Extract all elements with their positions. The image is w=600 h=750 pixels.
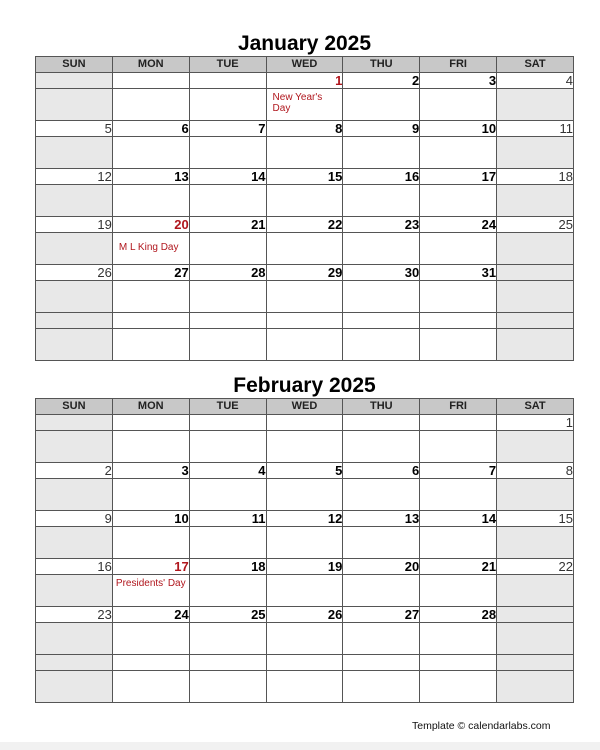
day-number: 21 xyxy=(189,217,266,233)
day-notes-cell xyxy=(112,623,189,655)
day-notes-cell xyxy=(420,233,497,265)
day-number: 24 xyxy=(112,607,189,623)
day-number: 25 xyxy=(189,607,266,623)
day-notes-cell xyxy=(343,281,420,313)
day-notes-cell xyxy=(112,89,189,121)
day-notes-cell xyxy=(36,137,113,169)
day-notes-cell xyxy=(36,527,113,559)
blank-row xyxy=(36,313,574,329)
day-number: 23 xyxy=(36,607,113,623)
day-number: 11 xyxy=(189,511,266,527)
day-notes-cell xyxy=(189,575,266,607)
calendar-january xyxy=(35,32,574,361)
day-notes-cell xyxy=(112,281,189,313)
blank-cell xyxy=(497,671,574,703)
week-notes-row xyxy=(36,233,574,265)
day-notes-cell xyxy=(343,233,420,265)
day-notes-cell xyxy=(266,527,343,559)
blank-cell xyxy=(36,671,113,703)
week-number-row xyxy=(36,511,574,527)
day-number: 16 xyxy=(36,559,113,575)
day-number: 19 xyxy=(36,217,113,233)
day-number: 20 xyxy=(343,559,420,575)
week-number-row xyxy=(36,73,574,89)
page-bottom-strip xyxy=(0,742,600,750)
day-notes-cell xyxy=(112,575,189,607)
day-number: 8 xyxy=(497,463,574,479)
day-number: 15 xyxy=(497,511,574,527)
calendar-grid xyxy=(35,398,574,703)
blank-cell xyxy=(112,655,189,671)
day-notes-cell xyxy=(497,137,574,169)
day-notes-cell xyxy=(112,527,189,559)
blank-cell xyxy=(497,329,574,361)
day-notes-cell xyxy=(189,623,266,655)
empty-day-cell xyxy=(497,265,574,281)
day-notes-cell xyxy=(266,623,343,655)
day-notes-cell xyxy=(112,233,189,265)
blank-cell xyxy=(189,671,266,703)
day-number: 3 xyxy=(420,73,497,89)
day-notes-cell xyxy=(36,623,113,655)
weekday-header: WED xyxy=(266,399,343,415)
day-notes-cell xyxy=(343,137,420,169)
day-notes-cell xyxy=(497,479,574,511)
day-notes-cell xyxy=(266,185,343,217)
weekday-header: MON xyxy=(112,399,189,415)
day-notes-cell xyxy=(266,575,343,607)
day-number: 1 xyxy=(497,415,574,431)
blank-row xyxy=(36,655,574,671)
day-notes-cell xyxy=(420,575,497,607)
month-title: February 2025 xyxy=(233,374,376,397)
day-notes-cell xyxy=(420,479,497,511)
week-number-row xyxy=(36,265,574,281)
empty-day-cell xyxy=(36,73,113,89)
day-notes-cell xyxy=(266,431,343,463)
blank-cell xyxy=(36,655,113,671)
blank-cell xyxy=(266,671,343,703)
day-number: 12 xyxy=(36,169,113,185)
day-notes-cell xyxy=(266,89,343,121)
day-notes-cell xyxy=(112,479,189,511)
blank-cell xyxy=(189,655,266,671)
day-number: 28 xyxy=(420,607,497,623)
weekday-header: SUN xyxy=(36,399,113,415)
day-notes-cell xyxy=(420,89,497,121)
day-number: 23 xyxy=(343,217,420,233)
blank-cell xyxy=(420,655,497,671)
weekday-header-row xyxy=(36,399,574,415)
blank-cell xyxy=(497,655,574,671)
day-number: 1 xyxy=(266,73,343,89)
blank-cell xyxy=(343,655,420,671)
day-number: 22 xyxy=(266,217,343,233)
weekday-header: SAT xyxy=(497,399,574,415)
day-number: 12 xyxy=(266,511,343,527)
day-number: 5 xyxy=(266,463,343,479)
blank-cell xyxy=(112,313,189,329)
day-notes-cell xyxy=(343,89,420,121)
weekday-header: TUE xyxy=(189,57,266,73)
empty-day-cell xyxy=(420,415,497,431)
day-notes-cell xyxy=(266,233,343,265)
blank-row xyxy=(36,671,574,703)
day-number: 2 xyxy=(36,463,113,479)
blank-cell xyxy=(36,313,113,329)
blank-cell xyxy=(343,329,420,361)
day-notes-cell xyxy=(420,527,497,559)
blank-cell xyxy=(189,329,266,361)
blank-cell xyxy=(266,313,343,329)
day-number: 3 xyxy=(112,463,189,479)
day-notes-cell xyxy=(343,623,420,655)
empty-day-cell xyxy=(343,415,420,431)
day-number: 15 xyxy=(266,169,343,185)
weekday-header: MON xyxy=(112,57,189,73)
blank-cell xyxy=(266,655,343,671)
week-notes-row xyxy=(36,479,574,511)
day-notes-cell xyxy=(497,575,574,607)
weekday-header: TUE xyxy=(189,399,266,415)
day-notes-cell xyxy=(266,479,343,511)
day-number: 10 xyxy=(112,511,189,527)
day-notes-cell xyxy=(266,281,343,313)
holiday-label: M L King Day xyxy=(118,242,179,253)
day-number: 16 xyxy=(343,169,420,185)
week-notes-row xyxy=(36,431,574,463)
calendar-grid xyxy=(35,56,574,361)
day-notes-cell xyxy=(343,479,420,511)
day-notes-cell xyxy=(36,185,113,217)
day-notes-cell xyxy=(343,431,420,463)
day-number: 28 xyxy=(189,265,266,281)
empty-day-cell xyxy=(497,607,574,623)
day-notes-cell xyxy=(497,623,574,655)
day-notes-cell xyxy=(189,431,266,463)
day-number: 26 xyxy=(266,607,343,623)
holiday-label: New Year's Day xyxy=(272,92,323,114)
empty-day-cell xyxy=(112,73,189,89)
day-number: 14 xyxy=(420,511,497,527)
day-notes-cell xyxy=(189,89,266,121)
day-notes-cell xyxy=(112,431,189,463)
day-notes-cell xyxy=(36,233,113,265)
blank-cell xyxy=(420,671,497,703)
month-title: January 2025 xyxy=(237,32,372,55)
blank-cell xyxy=(189,313,266,329)
day-notes-cell xyxy=(189,233,266,265)
day-number: 18 xyxy=(189,559,266,575)
day-notes-cell xyxy=(420,431,497,463)
day-number: 19 xyxy=(266,559,343,575)
weekday-header: THU xyxy=(343,57,420,73)
week-notes-row xyxy=(36,527,574,559)
day-notes-cell xyxy=(343,575,420,607)
day-number: 30 xyxy=(343,265,420,281)
day-notes-cell xyxy=(189,479,266,511)
day-number: 31 xyxy=(420,265,497,281)
day-notes-cell xyxy=(189,527,266,559)
day-number: 6 xyxy=(112,121,189,137)
day-number: 25 xyxy=(497,217,574,233)
blank-cell xyxy=(343,671,420,703)
day-number: 13 xyxy=(112,169,189,185)
blank-cell xyxy=(36,329,113,361)
day-notes-cell xyxy=(112,137,189,169)
week-number-row xyxy=(36,415,574,431)
blank-cell xyxy=(266,329,343,361)
week-notes-row xyxy=(36,623,574,655)
day-notes-cell xyxy=(420,623,497,655)
day-number: 26 xyxy=(36,265,113,281)
day-number: 18 xyxy=(497,169,574,185)
day-notes-cell xyxy=(343,527,420,559)
day-notes-cell xyxy=(497,233,574,265)
empty-day-cell xyxy=(266,415,343,431)
week-notes-row xyxy=(36,137,574,169)
day-number: 8 xyxy=(266,121,343,137)
day-number: 7 xyxy=(420,463,497,479)
day-notes-cell xyxy=(420,185,497,217)
day-number: 24 xyxy=(420,217,497,233)
blank-cell xyxy=(112,329,189,361)
empty-day-cell xyxy=(189,73,266,89)
weekday-header: SAT xyxy=(497,57,574,73)
week-notes-row xyxy=(36,281,574,313)
week-notes-row xyxy=(36,185,574,217)
day-number: 21 xyxy=(420,559,497,575)
week-number-row xyxy=(36,559,574,575)
weekday-header: SUN xyxy=(36,57,113,73)
weekday-header: FRI xyxy=(420,399,497,415)
day-notes-cell xyxy=(420,137,497,169)
day-notes-cell xyxy=(189,185,266,217)
day-number: 14 xyxy=(189,169,266,185)
day-notes-cell xyxy=(497,281,574,313)
day-number: 6 xyxy=(343,463,420,479)
blank-cell xyxy=(420,313,497,329)
day-number: 29 xyxy=(266,265,343,281)
day-number: 7 xyxy=(189,121,266,137)
day-number: 9 xyxy=(36,511,113,527)
day-number: 9 xyxy=(343,121,420,137)
day-number: 20 xyxy=(112,217,189,233)
week-number-row xyxy=(36,607,574,623)
day-number: 10 xyxy=(420,121,497,137)
day-number: 5 xyxy=(36,121,113,137)
blank-cell xyxy=(343,313,420,329)
day-number: 13 xyxy=(343,511,420,527)
week-number-row xyxy=(36,169,574,185)
day-number: 22 xyxy=(497,559,574,575)
day-notes-cell xyxy=(112,185,189,217)
week-number-row xyxy=(36,121,574,137)
day-notes-cell xyxy=(36,479,113,511)
day-notes-cell xyxy=(36,281,113,313)
blank-row xyxy=(36,329,574,361)
day-notes-cell xyxy=(189,137,266,169)
week-notes-row xyxy=(36,575,574,607)
day-notes-cell xyxy=(497,89,574,121)
day-notes-cell xyxy=(497,527,574,559)
weekday-header: FRI xyxy=(420,57,497,73)
day-number: 27 xyxy=(343,607,420,623)
empty-day-cell xyxy=(189,415,266,431)
week-notes-row xyxy=(36,89,574,121)
day-notes-cell xyxy=(36,575,113,607)
day-number: 17 xyxy=(112,559,189,575)
weekday-header: WED xyxy=(266,57,343,73)
holiday-label: Presidents' Day xyxy=(115,578,186,589)
day-notes-cell xyxy=(497,185,574,217)
weekday-header-row xyxy=(36,57,574,73)
week-number-row xyxy=(36,463,574,479)
week-number-row xyxy=(36,217,574,233)
day-notes-cell xyxy=(420,281,497,313)
weekday-header: THU xyxy=(343,399,420,415)
day-notes-cell xyxy=(343,185,420,217)
empty-day-cell xyxy=(112,415,189,431)
day-number: 4 xyxy=(189,463,266,479)
footer-credit: Template © calendarlabs.com xyxy=(412,720,551,732)
day-number: 4 xyxy=(497,73,574,89)
day-number: 11 xyxy=(497,121,574,137)
day-notes-cell xyxy=(189,281,266,313)
day-number: 27 xyxy=(112,265,189,281)
blank-cell xyxy=(497,313,574,329)
day-number: 17 xyxy=(420,169,497,185)
day-number: 2 xyxy=(343,73,420,89)
blank-cell xyxy=(420,329,497,361)
blank-cell xyxy=(112,671,189,703)
day-notes-cell xyxy=(36,431,113,463)
day-notes-cell xyxy=(36,89,113,121)
calendar-february xyxy=(35,374,574,703)
empty-day-cell xyxy=(36,415,113,431)
day-notes-cell xyxy=(497,431,574,463)
day-notes-cell xyxy=(266,137,343,169)
